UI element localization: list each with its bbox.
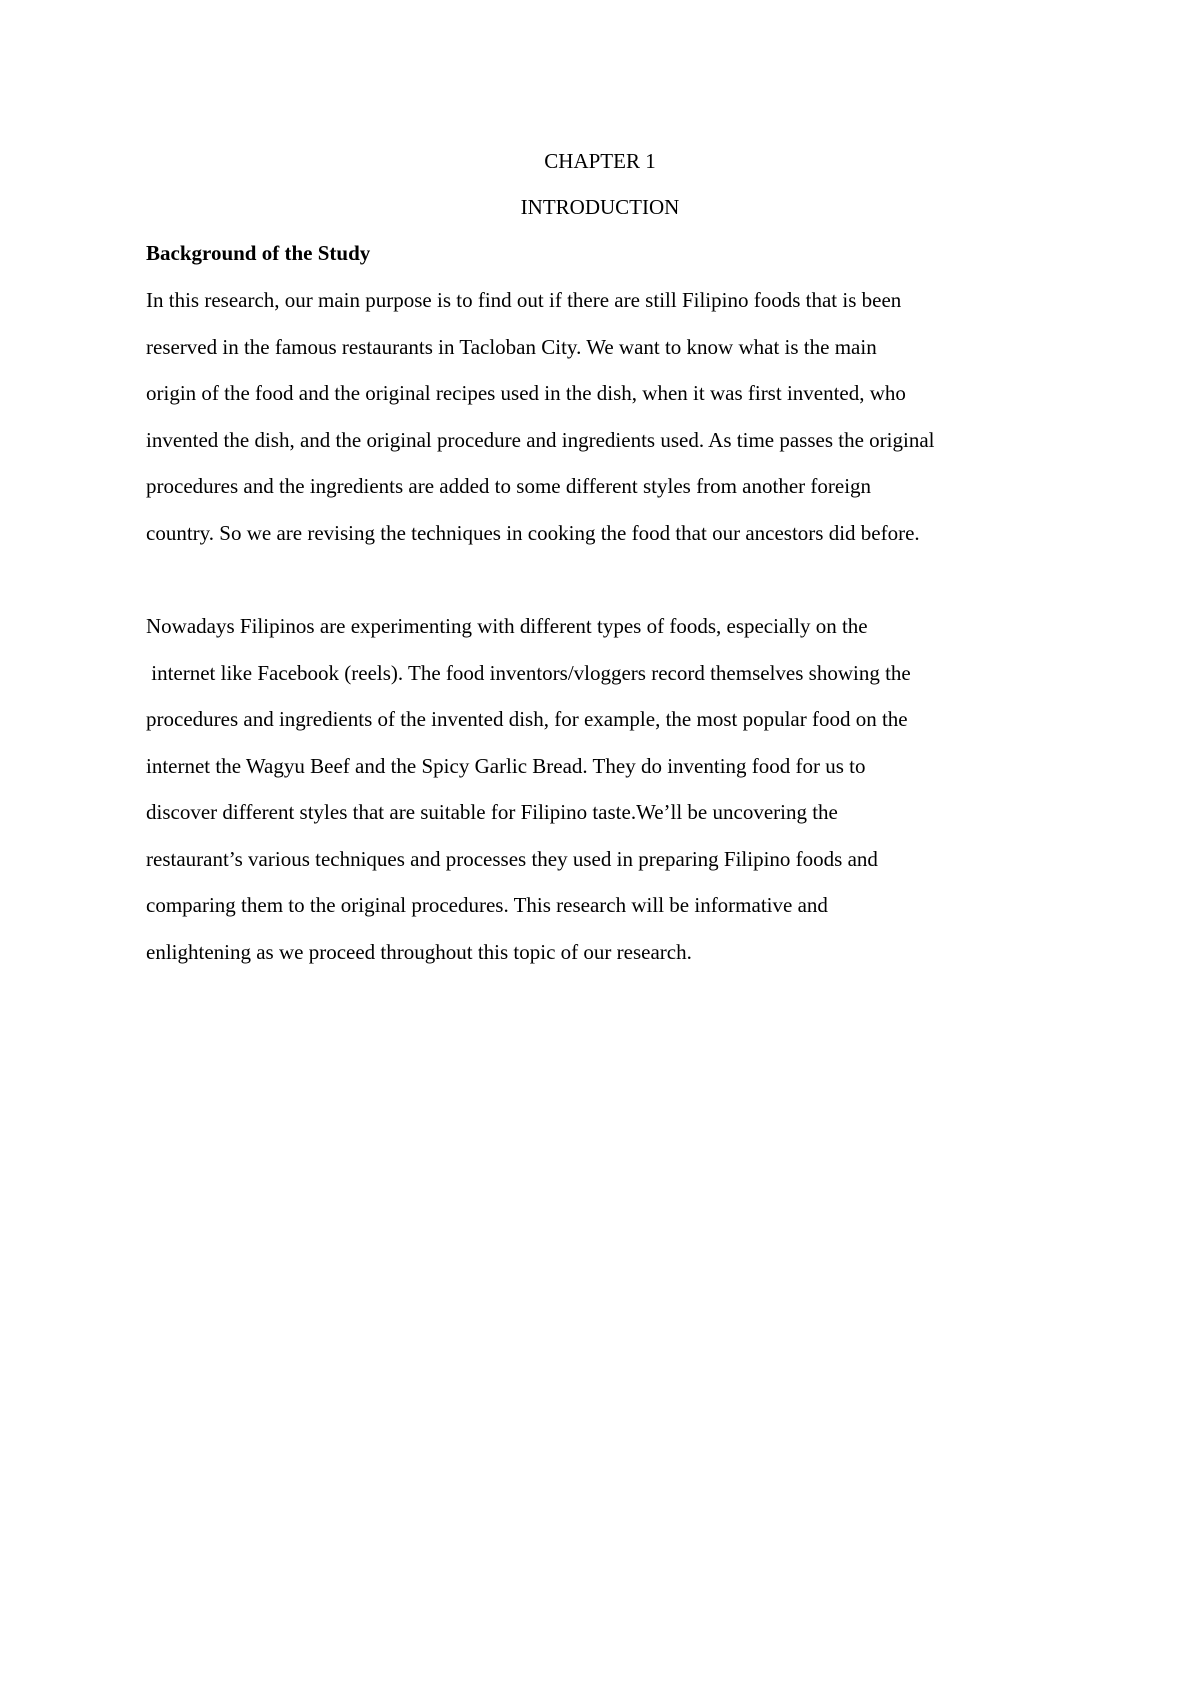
text-line: internet like Facebook (reels). The food inventors/vloggers record themselves showing the [146,660,911,685]
text-line: discover different styles that are suitable for Filipino taste.We’ll be uncovering the [146,800,838,824]
section-heading: Background of the Study [146,241,371,265]
text-line: comparing them to the original procedures. This research will be informative and [146,893,828,917]
text-line: internet the Wagyu Beef and the Spicy Garlic Bread. They do inventing food for us to [146,753,866,778]
paragraph-2 [146,612,1086,984]
text-line: procedures and the ingredients are added to some different styles from another foreign [146,474,872,498]
text-line: In this research, our main purpose is to find out if there are still Filipino foods that is been [146,288,902,312]
text-line: invented the dish, and the original procedure and ingredients used. As time passes the original [146,427,935,452]
chapter-heading: CHAPTER 1 [544,149,656,173]
text-line: country. So we are revising the techniques in cooking the food that our ancestors did before. [146,520,920,545]
paragraph-1 [146,286,1086,565]
text-line: origin of the food and the original recipes used in the dish, when it was first invented, who [146,381,906,405]
chapter-title: INTRODUCTION [520,195,680,219]
text-line: enlightening as we proceed throughout this topic of our research. [146,939,692,964]
text-line: reserved in the famous restaurants in Tacloban City. We want to know what is the main [146,334,877,359]
text-line: restaurant’s various techniques and processes they used in preparing Filipino foods and [146,846,878,871]
text-line: procedures and ingredients of the invented dish, for example, the most popular food on the [146,707,908,731]
text-line: Nowadays Filipinos are experimenting with different types of foods, especially on the [146,614,868,638]
